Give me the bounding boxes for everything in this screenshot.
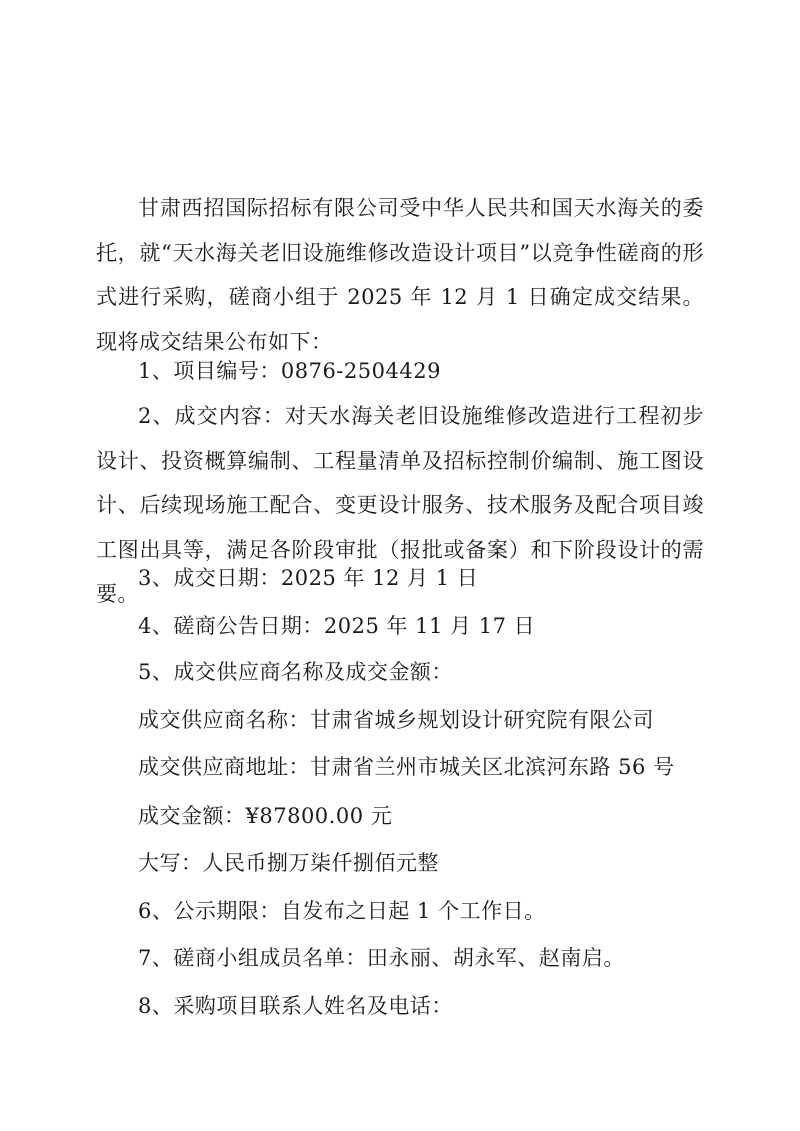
item-announcement-date: 4、磋商公告日期：2025 年 11 月 17 日 [138,614,536,638]
item-contact-person: 8、采购项目联系人姓名及电话： [138,994,453,1018]
item-transaction-content: 2、成交内容：对天水海关老旧设施维修改造进行工程初步设计、投资概算编制、工程量清单及招标控制价编制、施工图设计、后续现场施工配合、变更设计服务、技术服务及配合项目竣工图出具等，满足各阶段审批（报批或备案）和下阶段设计的需要。 [96,404,704,606]
item-transaction-date: 3、成交日期：2025 年 12 月 1 日 [138,566,479,590]
amount-in-words: 大写：人民币捌万柒仟捌佰元整 [138,851,439,875]
supplier-name: 成交供应商名称：甘肃省城乡规划设计研究院有限公司 [138,708,654,732]
item-panel-members: 7、磋商小组成员名单：田永丽、胡永军、赵南启。 [138,946,625,970]
intro-paragraph: 甘肃西招国际招标有限公司受中华人民共和国天水海关的委托，就“天水海关老旧设施维修改造设计项目”以竞争性磋商的形式进行采购，磋商小组于 2025 年 12 月 1 日确定成交结果。现将成交结果公布如下： [96,196,704,354]
supplier-address: 成交供应商地址：甘肃省兰州市城关区北滨河东路 56 号 [138,755,675,779]
item-project-number: 1、项目编号：0876-2504429 [138,359,441,383]
item-supplier-heading: 5、成交供应商名称及成交金额： [138,660,453,684]
transaction-amount: 成交金额：¥87800.00 元 [138,804,393,828]
item-publicity-period: 6、公示期限：自发布之日起 1 个工作日。 [138,899,546,923]
